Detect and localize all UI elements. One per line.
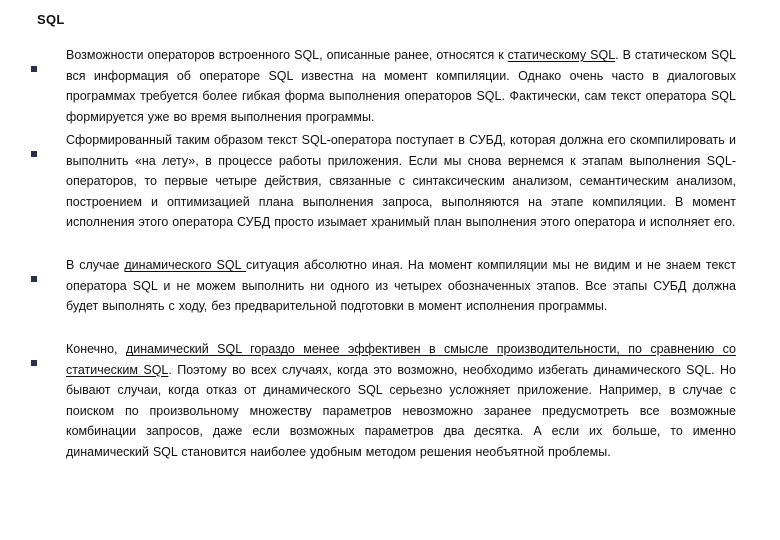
text-run: . Поэтому во всех случаях, когда это возможно, необходимо избегать динамического SQL. Но бывают случаи, когда отказ от динамического SQL серьезно усложняет приложение. Например, в случае с поиском по произвольному множеству параметров невозможно заранее предусмотреть все возможные комбинации запросов, даже если возможных параметров два десятка. А если их больше, то именно динамический SQL становится наиболее удобным методом решения необъятной проблемы. [66, 362, 736, 459]
square-bullet-icon [31, 360, 37, 366]
underlined-term: динамического SQL [124, 258, 246, 272]
paragraph-efficiency [66, 339, 736, 462]
slide-title: SQL [37, 12, 65, 27]
text-run: ситуация абсолютно иная. На момент компиляции мы не видим и не знаем текст оператора SQL и не можем выполнить ни одного из четырех обозначенных этапов. Все этапы СУБД должна будет выполнять с ходу, без предварительной подготовки в момент исполнения программы. [66, 258, 736, 313]
square-bullet-icon [31, 276, 37, 282]
text-run: Возможности операторов встроенного SQL, описанные ранее, относятся к [66, 48, 508, 62]
paragraph-dynamic-sql [66, 255, 736, 317]
text-run: Конечно, [66, 342, 126, 356]
paragraph-compilation [66, 130, 736, 233]
square-bullet-icon [31, 151, 37, 157]
paragraph-static-sql [66, 45, 736, 127]
text-run: . В статическом SQL вся информация об операторе SQL известна на момент компиляции. Однако очень часто в диалоговых программах требуется более гибкая форма выполнения операторов SQL. Фактически, сам текст оператора SQL формируется уже во время выполнения программы. [66, 48, 737, 124]
text-run: Сформированный таким образом текст SQL-оператора поступает в СУБД, которая должна его скомпилировать и выполнить «на лету», в процессе работы приложения. Если мы снова вернемся к этапам выполнения SQL-операторов, то первые четыре действия, связанные с синтаксическим анализом, семантическим анализом, построением и оптимизацией плана выполнения запроса, выполняются на этапе компиляции. В момент исполнения этого оператора СУБД просто изымает хранимый план выполнения этого оператора и исполняет его. [66, 133, 736, 229]
underlined-term: динамический SQL гораздо менее эффективен в смысле производительности, по сравнению со статическим SQL [66, 342, 736, 377]
square-bullet-icon [31, 66, 37, 72]
underlined-term: статическому SQL [507, 48, 616, 62]
text-run: В случае [66, 258, 125, 272]
